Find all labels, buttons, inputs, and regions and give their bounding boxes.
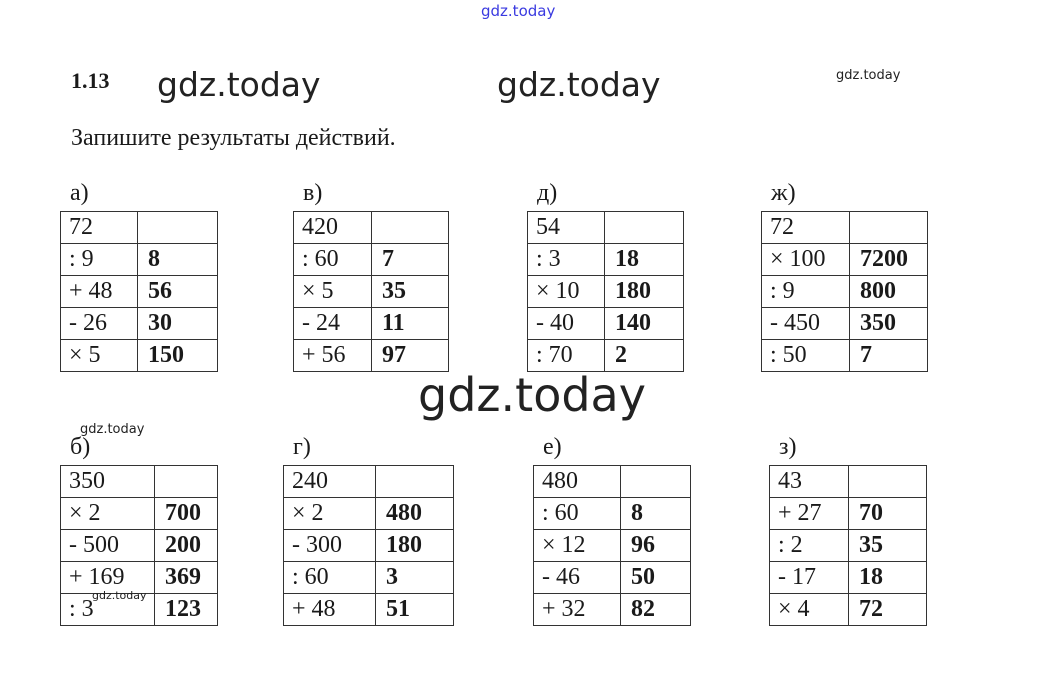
table-row (770, 562, 927, 594)
operation-cell: × 2 (61, 498, 155, 530)
result-cell: 369 (155, 562, 218, 594)
table-row (762, 212, 928, 244)
result-cell: 82 (621, 594, 691, 626)
result-cell: 7 (850, 340, 928, 372)
operation-cell: - 500 (61, 530, 155, 562)
calc-table (769, 465, 927, 626)
result-cell: 180 (605, 276, 684, 308)
operation-cell: + 48 (61, 276, 138, 308)
operation-cell: × 4 (770, 594, 849, 626)
calc-table (761, 211, 928, 372)
table-row (294, 276, 449, 308)
operation-cell: + 56 (294, 340, 372, 372)
instruction-text: Запишите результаты действий. (71, 125, 396, 151)
table-row (528, 276, 684, 308)
calc-block-v (293, 180, 449, 372)
result-cell: 123 (155, 594, 218, 626)
operation-cell: : 9 (762, 276, 850, 308)
block-letter: ж) (771, 180, 796, 206)
empty-cell (621, 466, 691, 498)
result-cell: 480 (376, 498, 454, 530)
calc-block-z (769, 434, 927, 626)
calc-table (533, 465, 691, 626)
result-cell: 70 (849, 498, 927, 530)
operation-cell: × 10 (528, 276, 605, 308)
start-value: 72 (762, 212, 850, 244)
start-value: 350 (61, 466, 155, 498)
result-cell: 56 (138, 276, 218, 308)
calc-block-g (283, 434, 454, 626)
table-row (284, 530, 454, 562)
watermark-small-bottom: gdz.today (92, 589, 147, 602)
operation-cell: : 60 (534, 498, 621, 530)
calc-block-d (527, 180, 684, 372)
table-row (61, 340, 218, 372)
result-cell: 800 (850, 276, 928, 308)
result-cell: 30 (138, 308, 218, 340)
operation-cell: : 60 (294, 244, 372, 276)
start-value: 54 (528, 212, 605, 244)
watermark-big-right: gdz.today (497, 65, 661, 104)
table-row (534, 594, 691, 626)
operation-cell: : 9 (61, 244, 138, 276)
result-cell: 72 (849, 594, 927, 626)
operation-cell: : 3 (61, 594, 155, 626)
operation-cell: × 100 (762, 244, 850, 276)
block-letter: а) (70, 180, 89, 206)
block-letter: д) (537, 180, 558, 206)
result-cell: 150 (138, 340, 218, 372)
watermark-small-top-right: gdz.today (836, 68, 901, 83)
table-row (534, 530, 691, 562)
table-row (61, 244, 218, 276)
table-row (294, 212, 449, 244)
empty-cell (138, 212, 218, 244)
table-row (770, 498, 927, 530)
operation-cell: : 60 (284, 562, 376, 594)
table-row (61, 466, 218, 498)
empty-cell (376, 466, 454, 498)
table-row (534, 562, 691, 594)
watermark-big-left: gdz.today (157, 65, 321, 104)
table-row (528, 308, 684, 340)
result-cell: 35 (372, 276, 449, 308)
empty-cell (850, 212, 928, 244)
result-cell: 3 (376, 562, 454, 594)
result-cell: 18 (605, 244, 684, 276)
table-row (61, 498, 218, 530)
watermark-center: gdz.today (418, 368, 646, 422)
start-value: 43 (770, 466, 849, 498)
calc-block-e (533, 434, 691, 626)
block-letter: з) (779, 434, 797, 460)
table-row (770, 530, 927, 562)
operation-cell: + 32 (534, 594, 621, 626)
operation-cell: : 70 (528, 340, 605, 372)
operation-cell: + 48 (284, 594, 376, 626)
result-cell: 96 (621, 530, 691, 562)
operation-cell: : 3 (528, 244, 605, 276)
table-row (61, 530, 218, 562)
block-letter: в) (303, 180, 323, 206)
watermark-top: gdz.today (481, 2, 556, 20)
result-cell: 350 (850, 308, 928, 340)
calc-block-zh (761, 180, 928, 372)
empty-cell (372, 212, 449, 244)
table-row (61, 212, 218, 244)
operation-cell: - 300 (284, 530, 376, 562)
table-row (534, 498, 691, 530)
operation-cell: : 2 (770, 530, 849, 562)
result-cell: 97 (372, 340, 449, 372)
table-row (762, 308, 928, 340)
calc-table (283, 465, 454, 626)
empty-cell (155, 466, 218, 498)
result-cell: 180 (376, 530, 454, 562)
result-cell: 200 (155, 530, 218, 562)
table-row (762, 276, 928, 308)
calc-table (527, 211, 684, 372)
operation-cell: × 5 (61, 340, 138, 372)
empty-cell (605, 212, 684, 244)
operation-cell: × 12 (534, 530, 621, 562)
table-row (770, 466, 927, 498)
start-value: 240 (284, 466, 376, 498)
table-row (534, 466, 691, 498)
operation-cell: + 27 (770, 498, 849, 530)
operation-cell: - 26 (61, 308, 138, 340)
problem-number: 1.13 (71, 68, 110, 93)
table-row (528, 244, 684, 276)
start-value: 480 (534, 466, 621, 498)
operation-cell: × 5 (294, 276, 372, 308)
table-row (762, 340, 928, 372)
operation-cell: - 17 (770, 562, 849, 594)
table-row (294, 340, 449, 372)
result-cell: 8 (621, 498, 691, 530)
table-row (61, 276, 218, 308)
table-row (61, 308, 218, 340)
result-cell: 51 (376, 594, 454, 626)
operation-cell: - 46 (534, 562, 621, 594)
table-row (762, 244, 928, 276)
result-cell: 8 (138, 244, 218, 276)
result-cell: 11 (372, 308, 449, 340)
result-cell: 7200 (850, 244, 928, 276)
table-row (528, 212, 684, 244)
operation-cell: - 24 (294, 308, 372, 340)
start-value: 420 (294, 212, 372, 244)
block-letter: е) (543, 434, 562, 460)
table-row (284, 594, 454, 626)
operation-cell: - 450 (762, 308, 850, 340)
operation-cell: - 40 (528, 308, 605, 340)
result-cell: 50 (621, 562, 691, 594)
operation-cell: + 169 (61, 562, 155, 594)
operation-cell: × 2 (284, 498, 376, 530)
block-letter: г) (293, 434, 311, 460)
result-cell: 2 (605, 340, 684, 372)
block-letter: б) (70, 434, 91, 460)
result-cell: 140 (605, 308, 684, 340)
result-cell: 35 (849, 530, 927, 562)
result-cell: 18 (849, 562, 927, 594)
table-row (284, 498, 454, 530)
calc-table (60, 211, 218, 372)
result-cell: 7 (372, 244, 449, 276)
operation-cell: : 50 (762, 340, 850, 372)
calc-table (293, 211, 449, 372)
table-row (294, 244, 449, 276)
table-row (528, 340, 684, 372)
empty-cell (849, 466, 927, 498)
table-row (770, 594, 927, 626)
table-row (284, 466, 454, 498)
table-row (284, 562, 454, 594)
result-cell: 700 (155, 498, 218, 530)
calc-block-a (60, 180, 218, 372)
table-row (294, 308, 449, 340)
start-value: 72 (61, 212, 138, 244)
watermark-small-left: gdz.today (80, 422, 145, 437)
